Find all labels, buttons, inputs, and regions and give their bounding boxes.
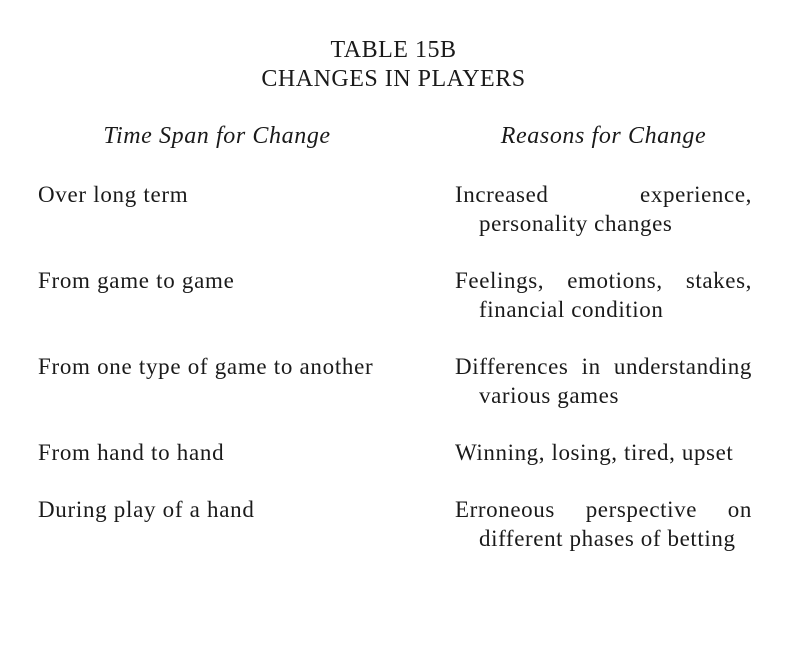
time-span-cell: During play of a hand [38,497,255,522]
column-header-time-span: Time Span for Change [103,123,331,149]
time-span-cell: From hand to hand [38,440,225,465]
time-span-cell: From game to game [38,268,235,293]
column-header-reasons: Reasons for Change [500,123,707,149]
reason-cell: Winning, losing, tired, upset [455,440,734,465]
table-title: CHANGES IN PLAYERS [261,66,526,92]
table-body [38,180,752,553]
table-row [38,352,752,410]
table-row [38,495,752,553]
reason-cell: Differences in understanding various games [455,354,752,408]
table-title-number: TABLE 15B [330,37,457,63]
time-span-cell: From one type of game to another [38,354,374,379]
table-row [38,438,752,467]
reason-cell: Feelings, emotions, stakes, financial condition [455,268,752,322]
reason-cell: Increased experience, personality changes [455,182,752,236]
reason-cell: Erroneous perspective on different phases of betting [455,497,752,551]
table-row [38,180,752,238]
time-span-cell: Over long term [38,182,189,207]
table-row [38,266,752,324]
